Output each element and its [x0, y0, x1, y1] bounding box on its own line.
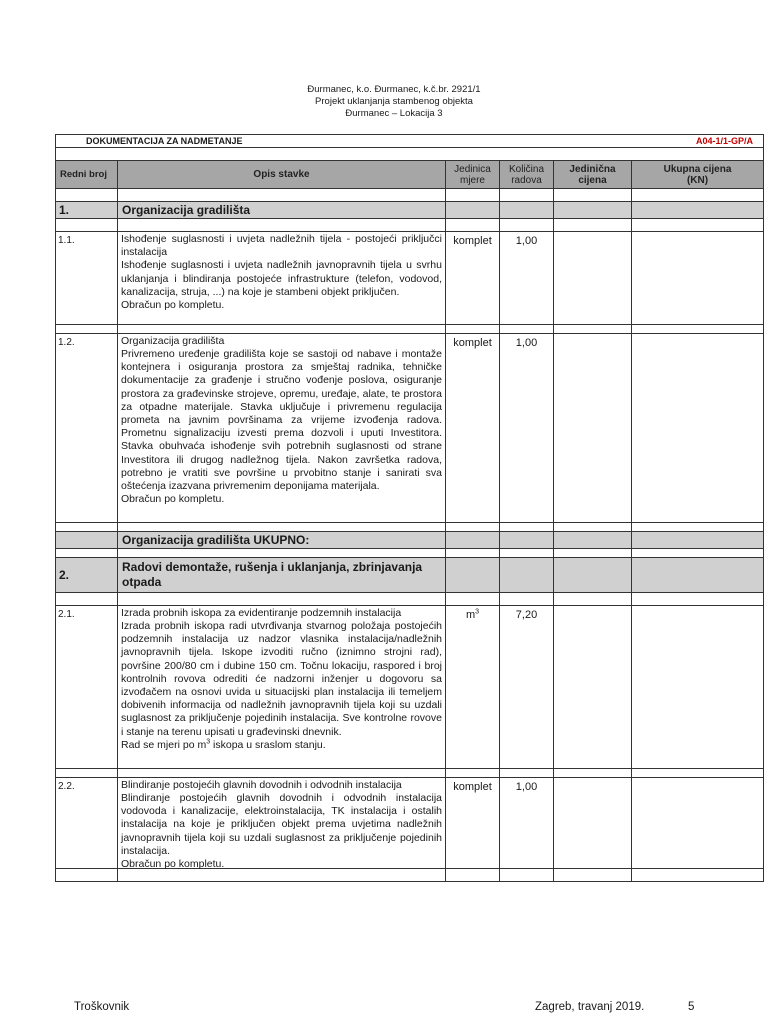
blank-row: [56, 148, 763, 161]
item-description: [118, 232, 446, 324]
spacer-row: [56, 869, 763, 881]
item-description: [118, 778, 446, 871]
item-quantity: 1,00: [500, 232, 554, 324]
spacer-row: [56, 549, 763, 558]
item-unit-price[interactable]: [554, 606, 632, 768]
item-unit-price[interactable]: [554, 334, 632, 522]
billing-text-b: iskopa u sraslom stanju.: [210, 738, 326, 751]
item-title: Blindiranje postojećih glavnih dovodnih i odvodnih instalacija: [121, 779, 402, 791]
header-project: Projekt uklanjanja stambenog objekta: [315, 96, 473, 107]
col-jedinica-l1: Jedinica: [454, 163, 491, 175]
document-header: [0, 84, 768, 120]
col-ukupna-l1: Ukupna cijena: [663, 163, 732, 175]
col-kolicina-l2: radova: [511, 174, 542, 186]
item-body: Privremeno uređenje gradilišta koje se sastoji od nabave i montaže kontejnera i osiguranja prostora za smještaj radnika, tehničke dokumentacije za građenje i stručno vođenje poslova, osiguranje prostora za građevinske strojeve, opremu, uređaje, alate, te prostora za otpadne materijale. Stavka uključuje i privremenu regulacija prometa na javnim površinama za vrijeme izvođenja radova. Prometnu signalizaciju izvesti prema dozvoli i uputi Investitora. Stavka obuhvaća ishođenje svih potrebnih suglasnosti od strane Investitora ili drugog nadležnog tijela. Nakon završetka radova, potrebno je vratiti sve površine u prvobitno stanje i sanirati sva oštećenja izazvana privremenim deponijama materijala.: [121, 348, 442, 493]
item-total-price[interactable]: [632, 606, 763, 768]
item-unit: komplet: [446, 232, 500, 324]
col-ukupna-l2: (KN): [686, 174, 709, 186]
item-unit: komplet: [446, 778, 500, 868]
item-body: Ishođenje suglasnosti i uvjeta nadležnih javnopravnih tijela u svrhu uklanjanja i blindiranja postojeće infrastrukture (telefon, vodovod, kanalizacija, struja, ...) na koje je stambeni objekt priključen.: [121, 259, 442, 298]
item-body: Blindiranje postojećih glavnih dovodnih i odvodnih instalacija vodovoda i kanalizacije, elektroinstalacija, TK instalacija i ostalih instalacija na koje je priključen objekt prema uvjetima nadležnih javnopravnih tijela koji su uzdali suglasnost za priključenje pojedinih instalacija.: [121, 792, 442, 857]
table-row: [56, 778, 763, 869]
item-total-price[interactable]: [632, 778, 763, 868]
document-bar: [56, 135, 763, 148]
item-total-price[interactable]: [632, 334, 763, 522]
section-total-value[interactable]: [632, 532, 763, 548]
item-unit-price[interactable]: [554, 232, 632, 324]
unit-superscript: 3: [475, 608, 480, 616]
col-ukupna-cijena: [632, 161, 763, 188]
col-opis-stavke: Opis stavke: [118, 161, 446, 188]
spacer-row: [56, 523, 763, 532]
table-row: [56, 232, 763, 325]
section-total-label: Organizacija gradilišta UKUPNO:: [118, 532, 446, 548]
item-description: [118, 606, 446, 768]
section-number: 2.: [56, 558, 118, 592]
item-title: Organizacija gradilišta: [121, 335, 225, 347]
section-title: Radovi demontaže, rušenja i uklanjanja, zbrinjavanja otpada: [118, 558, 446, 592]
col-jedinica-l2: mjere: [459, 174, 485, 186]
item-title: Ishođenje suglasnosti i uvjeta nadležnih tijela - postojeći priključci instalacija: [121, 233, 442, 259]
billing-text-a: Rad se mjeri po m: [121, 738, 207, 751]
item-description: [118, 334, 446, 522]
spacer-row: [56, 189, 763, 202]
item-unit: komplet: [446, 334, 500, 522]
item-number: 1.1.: [56, 232, 118, 324]
col-kolicina-radova: [500, 161, 554, 188]
section-row: [56, 558, 763, 593]
item-quantity: 1,00: [500, 778, 554, 868]
item-number: 1.2.: [56, 334, 118, 522]
spacer-row: [56, 769, 763, 778]
item-title: Izrada probnih iskopa za evidentiranje podzemnih instalacija: [121, 607, 402, 619]
column-header-row: [56, 161, 763, 189]
document-bar-title: DOKUMENTACIJA ZA NADMETANJE: [86, 136, 243, 146]
col-jed-cijena-l1: Jedinična: [569, 163, 616, 175]
item-total-price[interactable]: [632, 232, 763, 324]
spacer-row: [56, 219, 763, 232]
item-quantity: 7,20: [500, 606, 554, 768]
bill-of-quantities-table: [55, 134, 764, 882]
section-row: [56, 202, 763, 219]
table-row: [56, 334, 763, 523]
section-total-row: [56, 532, 763, 549]
header-site: Đurmanec – Lokacija 3: [345, 108, 443, 119]
section-number: 1.: [56, 202, 118, 218]
item-unit-price[interactable]: [554, 778, 632, 868]
col-kolicina-l1: Količina: [508, 163, 545, 175]
spacer-row: [56, 325, 763, 334]
document-code: A04-1/1-GP/A: [695, 136, 753, 146]
table-row: [56, 606, 763, 769]
col-jedinica-mjere: [446, 161, 500, 188]
billing-superscript: 3: [206, 738, 211, 746]
item-billing: Obračun po kompletu.: [121, 493, 225, 506]
unit-base: m: [465, 609, 476, 621]
spacer-row: [56, 593, 763, 606]
header-location: Đurmanec, k.o. Đurmanec, k.č.br. 2921/1: [307, 84, 481, 95]
col-redni-broj: Redni broj: [56, 161, 118, 188]
item-billing: Obračun po kompletu.: [121, 299, 225, 312]
item-unit: [446, 606, 500, 768]
item-body: Izrada probnih iskopa radi utvrđivanja stvarnog položaja postojećih podzemnih instalacija uz nadzor vlasnika instalacija/nadležnih javnopravnih tijela. Iskope izvoditi ručno (iznimno strojni rad), površine 200/80 cm i dubine 150 cm. Točnu lokaciju, raspored i broj kontrolnih rovova odrediti će nadzorni inženjer u dogovoru sa izvođačem na osnovi uvida u situacijski plan instalacija ili temeljem dobivenih informacija od nadležnih javnopravnih tijela koji su uzdali suglasnost za priključenje pojedinih instalacija. Sve kontrolne rovove i stanje na terenu upisati u građevinski dnevnik.: [121, 620, 442, 738]
footer-doc-name: Troškovnik: [74, 1001, 130, 1013]
page-number: 5: [688, 1001, 695, 1013]
col-jed-cijena-l2: cijena: [578, 174, 607, 186]
footer-date: Zagreb, travanj 2019.: [535, 1001, 645, 1013]
item-quantity: 1,00: [500, 334, 554, 522]
item-billing: [121, 739, 442, 752]
item-billing: Obračun po kompletu.: [121, 858, 225, 871]
col-jedinicna-cijena: [554, 161, 632, 188]
item-number: 2.1.: [56, 606, 118, 768]
item-number: 2.2.: [56, 778, 118, 868]
section-title: Organizacija gradilišta: [118, 202, 446, 218]
